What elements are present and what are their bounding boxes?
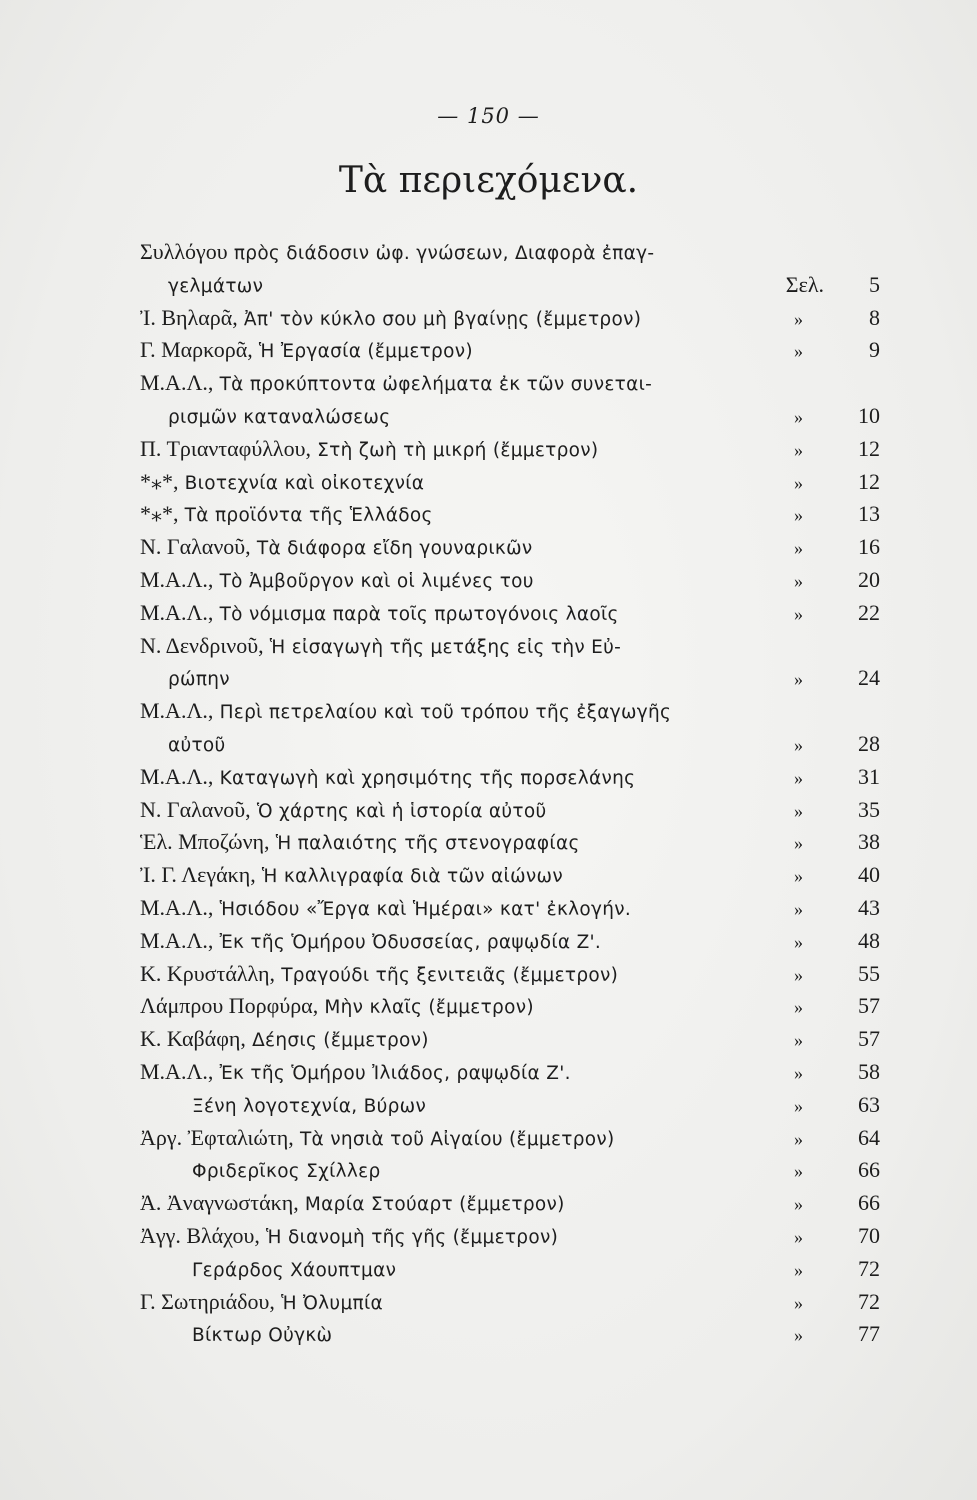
toc-entry-page-ref (794, 1253, 880, 1286)
toc-entry (140, 1122, 880, 1155)
page-number: — 150 — (437, 104, 540, 128)
ditto-mark: » (794, 341, 803, 362)
toc-entry-page-number: 70 (858, 1222, 880, 1248)
toc-entry-title: Τὸ νόμισμα παρὰ τοῖς πρωτογόνοις λαοῖς (213, 603, 619, 625)
toc-entry-title-continued: ρισμῶν καταναλώσεως (168, 406, 391, 428)
toc-entry-line (140, 859, 880, 892)
toc-entry-page-ref (794, 1056, 880, 1089)
page-label: Σελ. (785, 271, 824, 297)
toc-entry-author: Μ.Α.Λ., (140, 763, 214, 789)
toc-entry-title: Τὰ διάφορα εἴδη γουναρικῶν (250, 538, 533, 560)
page-title: Τὰ περιεχόμενα. (338, 160, 639, 201)
toc-entry-page-number: 57 (858, 993, 880, 1019)
toc-entry-line (140, 498, 880, 531)
ditto-mark: » (794, 570, 803, 591)
toc-entry-page-ref (794, 1089, 880, 1122)
toc-entry-author: Μ.Α.Λ., (140, 894, 214, 920)
toc-entry-page-number: 58 (858, 1058, 880, 1084)
toc-entry-page-number: 8 (869, 304, 880, 330)
toc-entry-line (140, 1253, 880, 1286)
toc-entry-author: Ἑλ. Μποζώνη, (140, 829, 270, 855)
toc-entry-author: Ἰ. Βηλαρᾶ, (140, 304, 238, 330)
toc-entry-page-ref (794, 1187, 880, 1220)
toc-entry (140, 1154, 880, 1187)
toc-entry-line (140, 597, 880, 630)
toc-entry-page-ref (794, 498, 880, 531)
toc-entry-line (140, 1122, 880, 1155)
toc-entry-author: Ἀ. Ἀναγνωστάκη, (140, 1190, 299, 1216)
toc-entry-page-number: 72 (858, 1288, 880, 1314)
ditto-mark: » (794, 734, 803, 755)
toc-entry-author: Μ.Α.Λ., (140, 370, 214, 396)
toc-entry (140, 367, 880, 433)
toc-entry-continuation (140, 728, 880, 761)
toc-entry-line (140, 1089, 880, 1122)
toc-entry-page-ref (794, 531, 880, 564)
toc-entry-title: Τὰ προϊόντα τῆς Ἑλλάδος (178, 505, 433, 527)
toc-entry-continuation (140, 662, 880, 695)
toc-entry-author: Συλλόγου (140, 239, 228, 264)
toc-entry-page-ref (794, 892, 880, 925)
toc-entry-page-ref (794, 662, 880, 695)
toc-entry-line (140, 826, 880, 859)
toc-entry (140, 990, 880, 1023)
toc-entry-author: Λάμπρου Πορφύρα, (140, 993, 319, 1019)
toc-entry-line (140, 1286, 880, 1319)
toc-entry-line (140, 925, 880, 958)
toc-entry-line (140, 794, 880, 827)
toc-entry-line (140, 367, 880, 400)
toc-entry-author: Μ.Α.Λ., (140, 566, 214, 592)
toc-entry-line (140, 302, 880, 335)
toc-entry-page-ref (794, 564, 880, 597)
toc-entry-author: Ἀργ. Ἐφταλιώτη, (140, 1124, 294, 1150)
toc-entry-title: Τραγούδι τῆς ξενιτειᾶς (ἔμμετρον) (275, 964, 619, 986)
toc-entry-author: Γ. Μαρκορᾶ, (140, 337, 253, 363)
toc-entry-page-number: 12 (858, 435, 880, 461)
toc-entry-page-ref (794, 1122, 880, 1155)
toc-entry (140, 925, 880, 958)
toc-entry-title: Μαρία Στούαρτ (ἔμμετρον) (298, 1194, 565, 1216)
toc-entry-title: Στὴ ζωὴ τὴ μικρή (ἔμμετρον) (310, 439, 599, 461)
ditto-mark: » (794, 308, 803, 329)
toc-entry-page-ref (794, 925, 880, 958)
toc-entry (140, 1023, 880, 1056)
toc-entry-page-number: 55 (858, 960, 880, 986)
toc-entry (140, 859, 880, 892)
toc-entry-line (140, 761, 880, 794)
toc-entry-page-ref (794, 826, 880, 859)
toc-entry-page-number: 43 (858, 894, 880, 920)
toc-entry-page-ref (794, 433, 880, 466)
toc-entry-page-number: 24 (858, 665, 880, 691)
toc-entry-page-ref (794, 728, 880, 761)
toc-entry-line (140, 334, 880, 367)
toc-entry-title: Ἡ Ὀλυμπία (274, 1292, 384, 1314)
toc-entry (140, 1286, 880, 1319)
toc-entry-page-number: 9 (869, 337, 880, 363)
ditto-mark: » (794, 406, 803, 427)
toc-entry-title: Τὰ προκύπτοντα ὠφελήματα ἐκ τῶν συνεται- (213, 374, 653, 396)
ditto-mark: » (794, 931, 803, 952)
toc-entry-line (140, 695, 880, 728)
ditto-mark: » (794, 439, 803, 460)
toc-entry-author: Κ. Καβάφη, (140, 1026, 246, 1052)
toc-entry-title: Ἐκ τῆς Ὁμήρου Ἰλιάδος, ραψῳδία Ζ'. (213, 1062, 571, 1084)
toc-entry (140, 498, 880, 531)
toc-entry-page-ref (786, 269, 880, 302)
ditto-mark: » (794, 1226, 803, 1247)
toc-entry-page-ref (794, 794, 880, 827)
toc-entry (140, 1089, 880, 1122)
toc-entry-title: Περὶ πετρελαίου καὶ τοῦ τρόπου τῆς ἐξαγωγῆς (213, 702, 672, 724)
toc-entry-page-number: 77 (858, 1321, 880, 1347)
toc-entry-page-ref (794, 334, 880, 367)
toc-entry-page-number: 28 (858, 730, 880, 756)
toc-entry (140, 1253, 880, 1286)
toc-entry-title: Τὸ Ἀμβοῦργον καὶ οἱ λιμένες του (213, 570, 534, 592)
toc-entry-line (140, 531, 880, 564)
ditto-mark: » (794, 505, 803, 526)
toc-entry-title: Ἡ Ἐργασία (ἔμμετρον) (252, 341, 473, 363)
toc-entry-title: Ἡσιόδου «Ἔργα καὶ Ἡμέραι» κατ' ἐκλογήν. (213, 898, 632, 920)
toc-entry-page-number: 12 (858, 468, 880, 494)
toc-entry (140, 433, 880, 466)
ditto-mark: » (794, 1259, 803, 1280)
ditto-mark: » (794, 538, 803, 559)
toc-entry-page-ref (794, 990, 880, 1023)
toc-entry-page-number: 66 (858, 1190, 880, 1216)
toc-entry-page-number: 64 (858, 1124, 880, 1150)
toc-entry (140, 564, 880, 597)
toc-entry-page-ref (794, 1023, 880, 1056)
toc-entry-line (140, 236, 880, 269)
toc-entry-line (140, 466, 880, 499)
toc-entry (140, 1187, 880, 1220)
ditto-mark: » (794, 1292, 803, 1313)
toc-entry-page-ref (794, 1318, 880, 1351)
toc-entry-line (140, 1154, 880, 1187)
ditto-mark: » (794, 1095, 803, 1116)
toc-entry-title: Βίκτωρ Οὐγκὼ (192, 1325, 333, 1347)
toc-entry-title: πρὸς διάδοσιν ὠφ. γνώσεων, Διαφορὰ ἐπαγ- (227, 243, 655, 264)
toc-entry (140, 1220, 880, 1253)
toc-entry-page-ref (794, 859, 880, 892)
toc-entry-page-number: 38 (858, 829, 880, 855)
ditto-mark: » (794, 1062, 803, 1083)
toc-entry-line (140, 990, 880, 1023)
ditto-mark: » (794, 800, 803, 821)
toc-entry (140, 334, 880, 367)
toc-entry-page-number: 22 (858, 599, 880, 625)
toc-entry-title: Μὴν κλαῖς (ἔμμετρον) (318, 997, 534, 1019)
toc-entry-author: Μ.Α.Λ., (140, 599, 214, 625)
toc-entry-title: Βιοτεχνία καὶ οἰκοτεχνία (178, 472, 425, 494)
ditto-mark: » (794, 898, 803, 919)
toc-entry-page-ref (794, 597, 880, 630)
toc-entry (140, 236, 880, 302)
toc-entry-title-continued: ρώπην (168, 669, 230, 691)
toc-entry-author: Μ.Α.Λ., (140, 698, 214, 724)
toc-entry (140, 302, 880, 335)
toc-entry-page-ref (794, 1220, 880, 1253)
toc-entry (140, 958, 880, 991)
toc-entry-title: Ξένη λογοτεχνία, Βύρων (192, 1095, 427, 1117)
toc-entry-title-continued: γελμάτων (168, 275, 264, 297)
toc-entry-title-continued: αὐτοῦ (168, 734, 226, 756)
toc-entry-title: Γεράρδος Χάουπτμαν (192, 1259, 397, 1281)
toc-entry-page-number: 20 (858, 566, 880, 592)
toc-entry (140, 531, 880, 564)
toc-entry-page-ref (794, 302, 880, 335)
toc-entry-page-ref (794, 1286, 880, 1319)
toc-entry-line (140, 433, 880, 466)
toc-entry-page-ref (794, 466, 880, 499)
toc-entry (140, 794, 880, 827)
toc-entry-author: Γ. Σωτηριάδου, (140, 1288, 275, 1314)
ditto-mark: » (794, 964, 803, 985)
toc-entry-page-number: 66 (858, 1157, 880, 1183)
toc-entry-author: Ν. Γαλανοῦ, (140, 534, 251, 560)
toc-entry-author: Ἰ. Γ. Λεγάκη, (140, 862, 256, 888)
toc-entry-title: Φριδερῖκος Σχίλλερ (192, 1161, 381, 1183)
toc-entry-title: Ἡ εἰσαγωγὴ τῆς μετάξης εἰς τὴν Εὐ- (263, 636, 622, 658)
ditto-mark: » (794, 1325, 803, 1346)
toc-entry-line (140, 1187, 880, 1220)
toc-entry-title: Ἡ καλλιγραφία διὰ τῶν αἰώνων (255, 866, 563, 888)
toc-entry-author: Μ.Α.Λ., (140, 1058, 214, 1084)
toc-entry-line (140, 630, 880, 663)
toc-entry-title: Καταγωγὴ καὶ χρησιμότης τῆς πορσελάνης (213, 767, 636, 789)
toc-entry-page-number: 16 (858, 534, 880, 560)
toc-entry-page-number: 10 (858, 402, 880, 428)
toc-entry-page-number: 35 (858, 796, 880, 822)
toc-entry-title: Ἀπ' τὸν κύκλο σου μὴ βγαίνῃς (ἔμμετρον) (237, 308, 642, 330)
ditto-mark: » (794, 1194, 803, 1215)
ditto-mark: » (794, 669, 803, 690)
toc-entry (140, 466, 880, 499)
toc-entry (140, 1056, 880, 1089)
toc-entry-title: Ἡ παλαιότης τῆς στενογραφίας (269, 833, 580, 855)
toc-entry-page-ref (794, 958, 880, 991)
toc-entry (140, 597, 880, 630)
toc-entry-line (140, 892, 880, 925)
toc-entry-author: Ν. Δενδρινοῦ, (140, 632, 264, 658)
toc-entry-author: *⁎*, (140, 501, 179, 527)
toc-entry (140, 1318, 880, 1351)
toc-entry-title: Δέησις (ἔμμετρον) (245, 1030, 429, 1052)
toc-entry-page-ref (794, 761, 880, 794)
toc-entry-line (140, 958, 880, 991)
toc-entry-author: Π. Τριανταφύλλου, (140, 435, 311, 461)
toc-entry-author: Μ.Α.Λ., (140, 927, 214, 953)
toc-entry-page-ref (794, 400, 880, 433)
toc-entry-page-number: 40 (858, 862, 880, 888)
ditto-mark: » (794, 472, 803, 493)
toc-entry-title: Τὰ νησιὰ τοῦ Αἰγαίου (ἔμμετρον) (293, 1128, 615, 1150)
toc-entry-line (140, 1318, 880, 1351)
toc-entry-author: Ἀγγ. Βλάχου, (140, 1222, 260, 1248)
toc-entry-line (140, 1023, 880, 1056)
toc-entry-page-number: 31 (858, 763, 880, 789)
toc-entry-line (140, 564, 880, 597)
ditto-mark: » (794, 1161, 803, 1182)
ditto-mark: » (794, 603, 803, 624)
ditto-mark: » (794, 866, 803, 887)
ditto-mark: » (794, 1030, 803, 1051)
toc-entry-title: Ἐκ τῆς Ὁμήρου Ὀδυσσείας, ραψῳδία Ζ'. (213, 931, 602, 953)
ditto-mark: » (794, 833, 803, 854)
toc-entry-page-number: 63 (858, 1091, 880, 1117)
ditto-mark: » (794, 997, 803, 1018)
ditto-mark: » (794, 1128, 803, 1149)
toc-entry-page-number: 5 (869, 271, 880, 297)
toc-entry (140, 826, 880, 859)
toc-entry (140, 761, 880, 794)
toc-entry-page-number: 57 (858, 1026, 880, 1052)
toc-entry-title: Ἡ διανομὴ τῆς γῆς (ἔμμετρον) (259, 1226, 559, 1248)
toc-entry (140, 892, 880, 925)
toc-entry-page-number: 72 (858, 1255, 880, 1281)
toc-entry-page-number: 13 (858, 501, 880, 527)
ditto-mark: » (794, 767, 803, 788)
toc-entry-author: *⁎*, (140, 468, 179, 494)
table-of-contents (140, 236, 880, 1351)
toc-entry-line (140, 1220, 880, 1253)
toc-entry-page-ref (794, 1154, 880, 1187)
toc-entry-title: Ὁ χάρτης καὶ ἡ ἱστορία αὐτοῦ (250, 800, 547, 822)
toc-entry-page-number: 48 (858, 927, 880, 953)
toc-entry-line (140, 1056, 880, 1089)
toc-entry-author: Ν. Γαλανοῦ, (140, 796, 251, 822)
toc-entry (140, 695, 880, 761)
toc-entry-author: Κ. Κρυστάλλη, (140, 960, 276, 986)
toc-entry (140, 630, 880, 696)
toc-entry-continuation (140, 400, 880, 433)
toc-entry-continuation (140, 269, 880, 302)
